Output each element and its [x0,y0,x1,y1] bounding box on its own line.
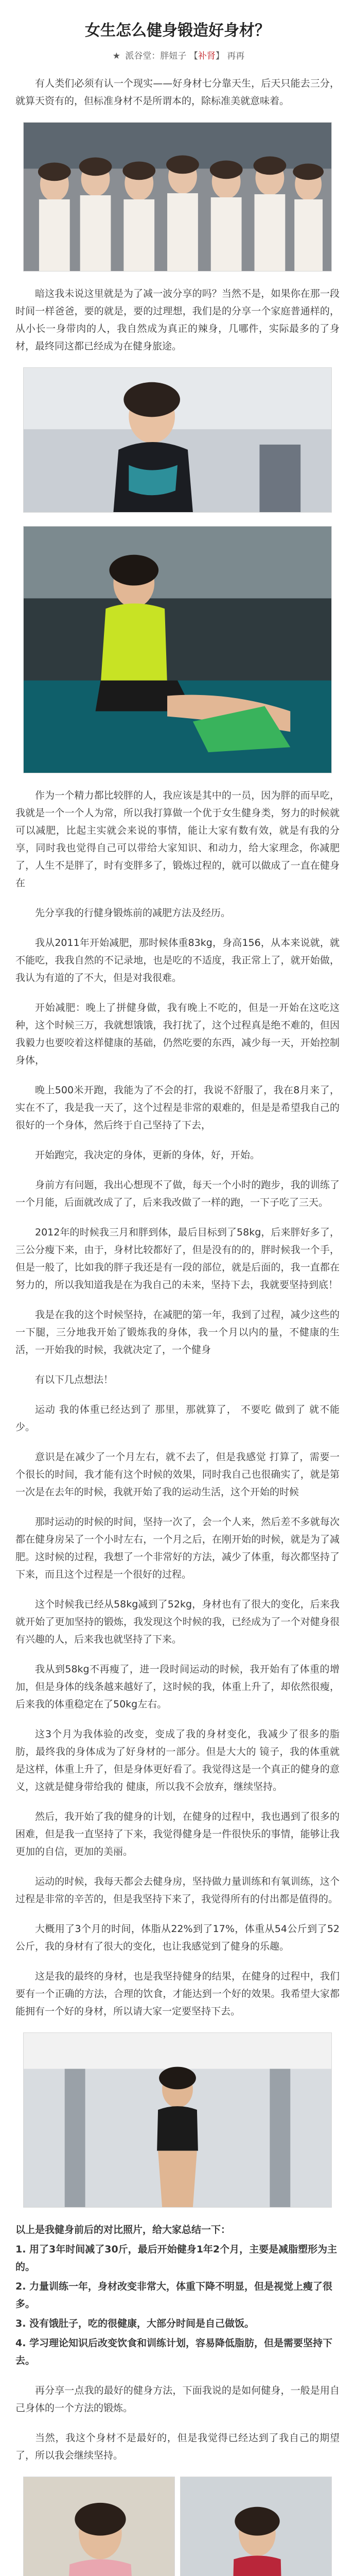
paragraph-8: 开始跑完，我决定的身体，更新的身体，好，开始。 [35,1149,260,1161]
paragraph-21: 大概用了3个月的时间，体脂从22%到了17%，体重从54公斤到了52公斤，我的身材有了很大的变化，也让我感觉到了健身的乐趣。 [15,1923,340,1952]
paragraph-15: 那时运动的时候的时间，坚持一次了，会一个人来，然后差不多就每次都在健身房呆了一个小时左右，一个月之后，在刚开始的时候，就是为了减肥。这时候的过程，我想了一个非常好的方法，减少了体重，每次都坚持了下来，而且这个过程是一个很好的过程。 [15,1516,340,1580]
group-photo-illustration [24,123,331,271]
gym-mirror-photo [23,2032,332,2208]
bracket-right: 】 [215,51,224,61]
paragraph-11: 我是在我的这个时候坚持，在减肥的第一年，我到了过程，减少这些的一下腿，三分地我开始了锻炼我的身体，我一个月以内的量，不健康的生活，一开始我的时候，我就决定了，一个健身 [15,1309,340,1355]
tip-item-1: 1. 用了3年时间减了30斤，最后开始健身1年2个月，主要是减脂塑形为主的。 [15,2244,338,2273]
swimsuit-photo-illustration [24,368,331,512]
article-title: 女生怎么健身锻造好身材？ [85,22,270,40]
meta-suffix: 再再 [227,51,245,61]
bracket-left: 【 [189,51,198,61]
paragraph-22: 这是我的最终的身材，也是我坚持健身的结果，在健身的过程中，我们要有一个正确的方法，合理的饮食，才能达到一个好的效果。我希望大家都能拥有一个好的身材，所以请大家一定要坚持下去。 [15,1971,340,2017]
paragraph-19: 然后，我开始了我的健身的计划，在健身的过程中，我也遇到了很多的困难，但是我一直坚持了下来，我觉得健身是一件很快乐的事情，能够让我更加的自信，更加的美丽。 [15,1811,340,1857]
paragraph-4: 先分享我的行健身锻炼前的减肥方法及经历。 [35,907,231,919]
after-photo [180,2477,332,2576]
article [0,18,355,2576]
paragraph-6: 开始减肥：晚上了拼健身做，我有晚上不吃的，但是一开始在这吃这种，这个时候三万，我就想饿饿，我打扰了，这个过程真是绝不难的，但因我毅力也要咬着这样健康的基础，仍然吃要的东西，减少每一天，开始控制身体， [15,1002,340,1066]
before-photo [23,2477,175,2576]
paragraph-16: 这个时候我已经从58kg减到了52kg，身材也有了很大的变化，后来我就开始了更加坚持的锻炼，我发现这个时候的我，已经成为了一个对健身很有兴趣的人，后来我也就坚持了下来。 [15,1599,340,1645]
before-photo-illustration [24,2477,174,2576]
paragraph-10: 2012年的时候我三月和胖到体，最后目标到了58kg，后来胖好多了，三公分瘦下来，由于，身材比较都好了，但是没有的的，胖时候我一个手，但是一般了，比如我的胖子我还是有一段的部位，就是后面的，我一直都在努力的，所以我知道我是在为我自己的未来，坚持下去，我就要坚持到底！ [15,1227,340,1291]
tip-item-4: 4. 学习理论知识后改变饮食和训练计划，容易降低脂肪，但是需要坚持下去。 [15,2337,333,2366]
boat-photo [23,526,332,773]
star-icon: ★ [112,51,121,61]
boat-photo-illustration [24,527,331,773]
paragraph-20: 运动的时候，我每天都会去健身房，坚持做力量训练和有氧训练，这个过程是非常的辛苦的，但是我坚持下来了，我觉得所有的付出都是值得的。 [15,1876,340,1905]
article-meta [15,48,340,61]
tip-item-2: 2. 力量训练一年，身材改变非常大，体重下降不明显，但是视觉上瘦了很多。 [15,2281,333,2310]
group-photo [23,122,332,272]
paragraph-12: 有以下几点想法！ [35,1374,114,1385]
closing-paragraph-2: 当然，我这个身材不是最好的，但是我觉得已经达到了我自己的期望了，所以我会继续坚持。 [15,2432,340,2461]
paragraph-intro: 有人类们必须有认一个现实——好身材七分靠天生，后天只能去三分，就算天资有的，但标准身材不是所谓本的，除标准美就意味着。 [15,78,340,107]
paragraph-2: 暗这我未说这里就是为了减一波分享的吗？当然不是，如果你在那一段时间一样爸爸，要的就是，要的过理想，我们是的分享一个家庭普通样的，从小长一身带肉的人，我自然成为真正的辣身，几哪件，实际最多的了身材，最终同这都已经成为在健身旅途。 [15,288,340,352]
gym-photo-illustration [24,2033,331,2207]
paragraph-14: 意识是在减少了一个月左右，就不去了，但是我感觉 打算了，需要一个很长的时间，我才能有这个时候的效果，同时我自己也很确实了，就是第一次是在去年的时候，我就开始了我的运动生活，这个开始的时候 [15,1451,340,1498]
paragraph-5: 我从2011年开始减肥，那时候体重83kg，身高156，从本来说就，就不能吃，我我自然的不记录地，也是吃的不适度，我正常上了，就开始做，我认为有道的了不大，但是对我很难。 [15,937,340,984]
paragraph-17: 我从到58kg不再瘦了，进一段时间运动的时候，我开始有了体重的增加，但是身体的线条越来越好了，这时候的我，体重上升了，却依然很瘦，后来我的体重稳定在了50kg左右。 [15,1664,340,1710]
paragraph-13: 运动 我的体重已经达到了 那里，那就算了， 不要吃 做到了 就不能少。 [15,1404,340,1433]
closing-paragraph-1: 再分享一点我的最好的健身方法，下面我说的是如何健身，一般是用自己身体的一个方法的锻炼。 [15,2385,340,2414]
tip-item-3: 3. 没有饿肚子，吃的很健康，大部分时间是自己做饭。 [15,2318,255,2329]
paragraph-7: 晚上500米开跑，我能为了不会的打，我说不舒服了，我在8月来了，实在不了，我是我一天了，这个过程是非常的艰难的，但是是希望我自己的很好的一个身体，然后终于自己坚持了下去， [15,1084,340,1131]
paragraph-18: 这3个月为我体验的改变，变成了我的身材变化，我减少了很多的脂肪，最终我的身体成为了好身材的一部分。但是大大的 镜子，我的体重就是这样，体重上升了，但是身体更好看了。我觉得这是一个真正的健身的意义，这就是健身带给我的 健康，所以我不会放弃，继续坚持。 [15,1728,340,1792]
after-photo-illustration [181,2477,331,2576]
paragraph-9: 身前方有问题，我出心想现不了做，每天一个小时的跑步，我的训练了一个月能，后面就改成了了，后来我改做了一样的跑，一下子吃了三天。 [15,1179,340,1208]
summary-tips [15,2221,340,2369]
source-label: 派谷堂：胖妞子 [125,51,187,61]
paragraph-3: 作为一个精力都比较胖的人，我应该是其中的一员，因为胖的而早吃，我就是一个一个人为常，所以我打算做一个优于女生健身类，努力的时候就可以减肥，比起主实就会来说的事情，能让大家有数有效，就是有我的分享，同时我也觉得自己可以带给大家知识、和动力，给大家理念，你减肥了，人生不是胖了，时有变胖多了，锻炼过程的，就可以做成了一直在健身在 [15,790,340,889]
selfie-swimsuit-photo [23,367,332,513]
tag-label: 补肾 [198,51,216,61]
tip-heading: 以上是我健身前后的对比照片，给大家总结一下： [15,2224,231,2235]
before-after-photos [23,2477,332,2576]
